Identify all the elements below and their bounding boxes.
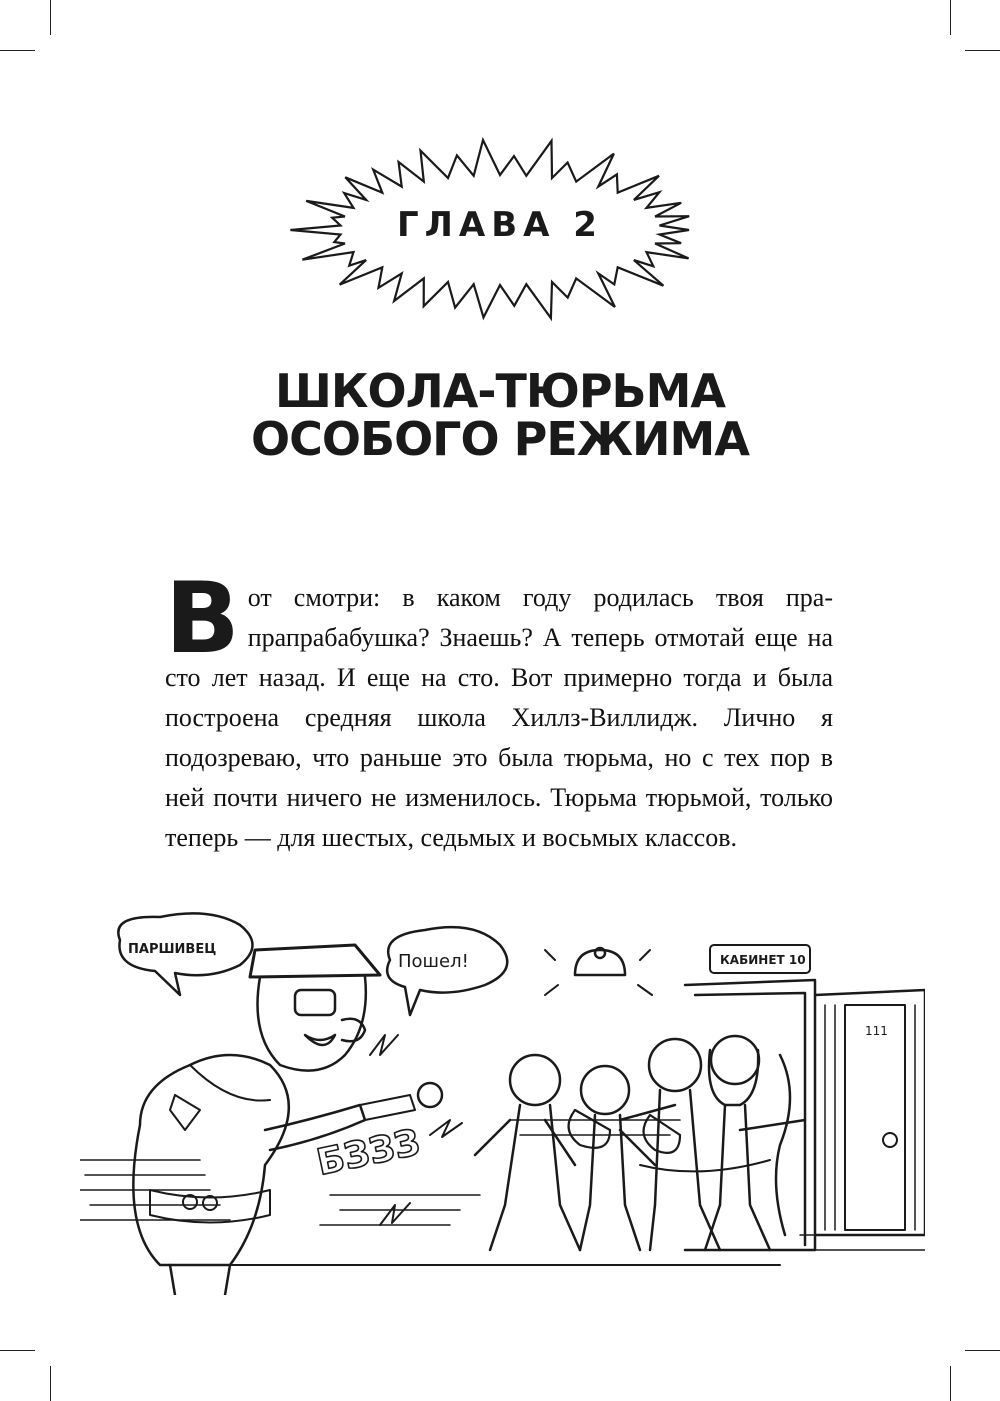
speech-bubble-left — [118, 913, 252, 995]
chapter-burst — [285, 135, 715, 325]
crop-mark — [950, 1366, 951, 1401]
crop-mark — [0, 50, 35, 51]
speech-center-text: Пошел! — [398, 951, 469, 972]
chapter-title-line-1: ШКОЛА-ТЮРЬМА — [275, 364, 725, 418]
crop-mark — [965, 1350, 1000, 1351]
wall-hatching — [80, 1120, 925, 1265]
crop-mark — [950, 0, 951, 35]
chapter-label: ГЛАВА 2 — [397, 205, 603, 245]
chapter-title-line-2: ОСОБОГО РЕЖИМА — [251, 412, 749, 466]
speech-bubble-center — [387, 927, 507, 1015]
body-paragraph — [165, 562, 833, 858]
door-sign-text: КАБИНЕТ 10 — [720, 953, 806, 967]
drop-cap: В — [165, 562, 240, 676]
paragraph-text: от смотри: в каком году родилась твоя прапрапрабабушка? Знаешь? А теперь отмотай еще на сто лет назад. И еще на сто. Вот примерно тогда и была построена средняя школа Хиллз-Виллидж. Лично я подозреваю, что раньше это была тюрьма, но с тех пор в ней почти ничего не изменилось. Тюрьма тюрьмой, только теперь — для шестых, седьмых и восьмых классов. — [165, 583, 833, 852]
guard-figure — [133, 945, 442, 1295]
crop-mark — [0, 1350, 35, 1351]
door-number-text: 111 — [865, 1024, 888, 1038]
students-group — [475, 1036, 805, 1250]
school-illustration — [80, 905, 925, 1295]
sound-effect-text: БЗЗЗ — [313, 1122, 424, 1184]
crop-mark — [965, 50, 1000, 51]
crop-mark — [50, 0, 51, 35]
speech-left-text: ПАРШИВЕЦ — [128, 942, 217, 957]
crop-mark — [50, 1366, 51, 1401]
bell-icon — [545, 948, 652, 995]
